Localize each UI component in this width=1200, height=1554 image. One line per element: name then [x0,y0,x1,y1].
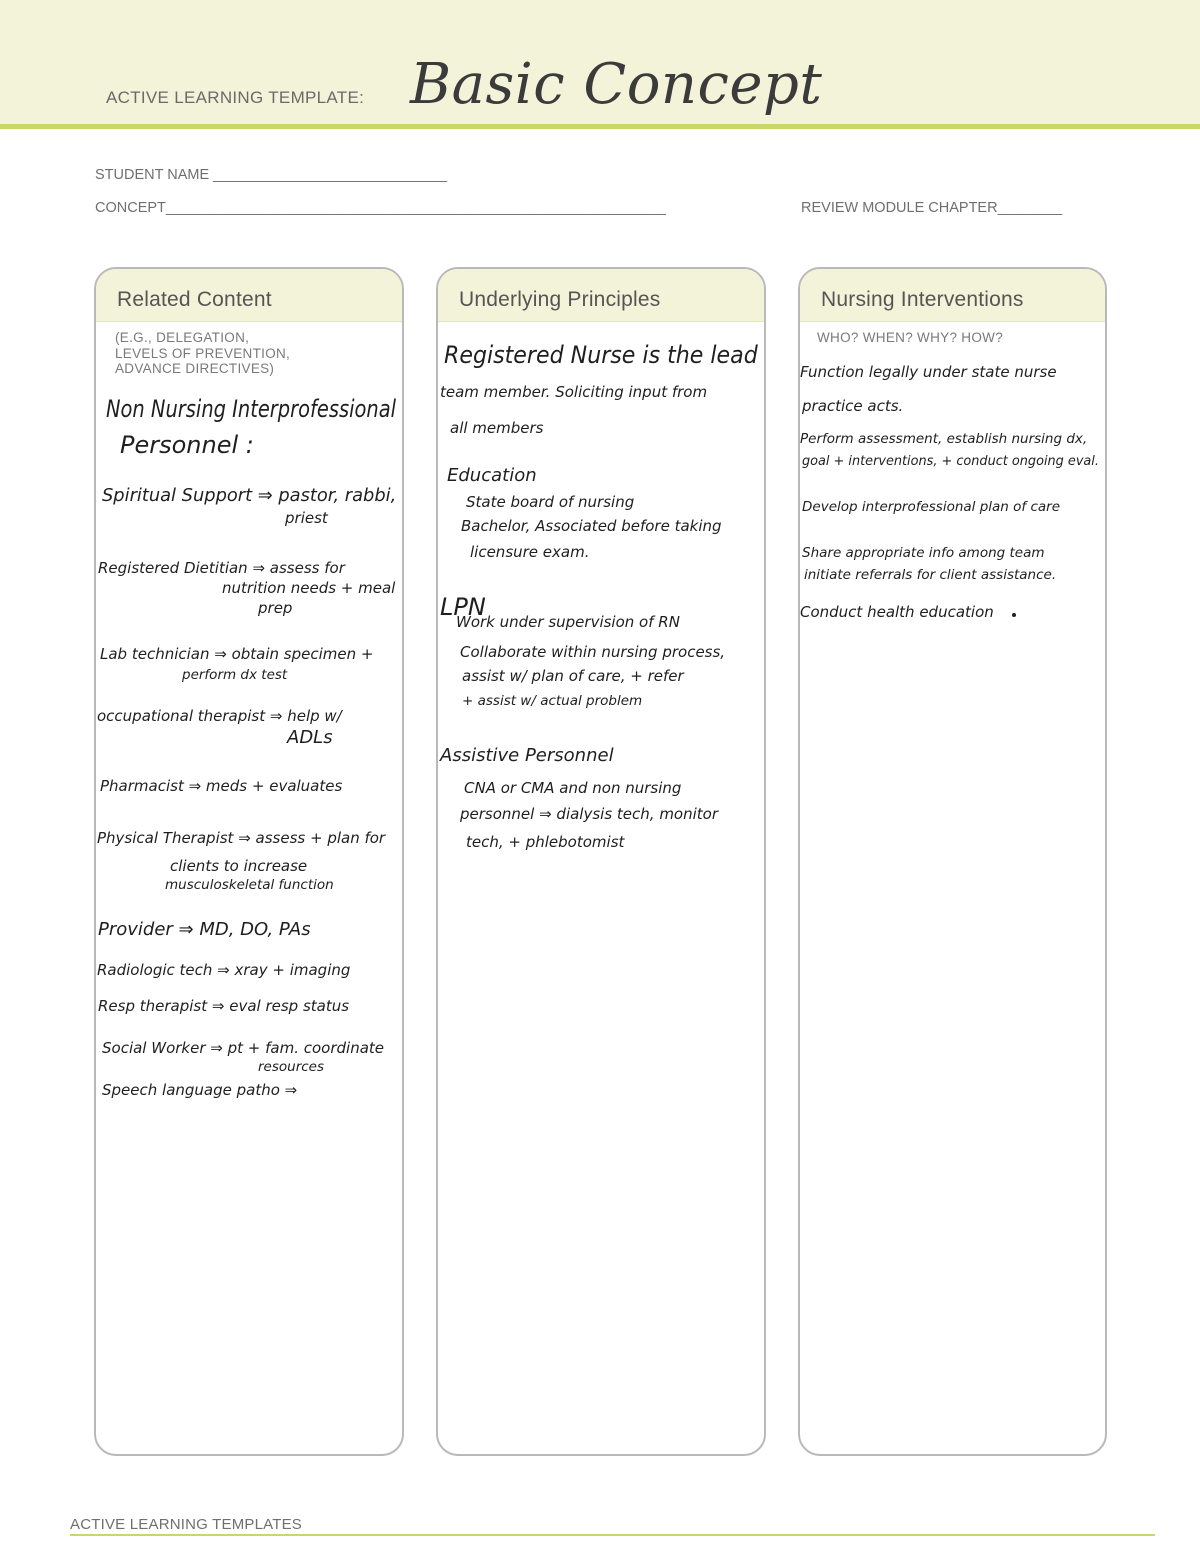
related-content-hint [115,330,290,377]
interventions-note: Conduct health education [800,603,994,621]
related-note: priest [285,509,328,527]
header-divider [0,124,1200,129]
underlying-principles-panel [436,267,766,1456]
related-note: Radiologic tech ⇒ xray + imaging [97,961,351,979]
related-note: Registered Dietitian ⇒ assess for [98,559,345,577]
student-name-field[interactable]: STUDENT NAME _____________________________ [95,167,448,183]
principles-note: Work under supervision of RN [456,613,680,631]
related-note: Speech language patho ⇒ [102,1081,298,1099]
interventions-note: initiate referrals for client assistance. [804,567,1057,583]
related-note: prep [258,599,293,617]
principles-note: Education [447,465,537,486]
nursing-interventions-hint [817,330,1003,346]
interventions-note: Perform assessment, establish nursing dx, [800,431,1088,447]
related-note: occupational therapist ⇒ help w/ [97,707,342,725]
template-title: Basic Concept [410,52,823,117]
principles-note: tech, + phlebotomist [466,833,625,851]
related-note: Resp therapist ⇒ eval resp status [98,997,350,1015]
principles-note: assist w/ plan of care, + refer [462,667,684,685]
interventions-note: Develop interprofessional plan of care [802,499,1061,515]
related-note: Spiritual Support ⇒ pastor, rabbi, [102,485,397,506]
related-note: resources [258,1059,325,1075]
hint-line: WHO? WHEN? WHY? HOW? [817,330,1004,345]
nursing-interventions-title: Nursing Interventions [821,288,1024,311]
related-note: Social Worker ⇒ pt + fam. coordinate [102,1039,384,1057]
review-module-chapter-field[interactable]: REVIEW MODULE CHAPTER________ [801,200,1063,216]
principles-note: State board of nursing [466,493,635,511]
principles-note: Registered Nurse is the lead [444,341,758,369]
principles-note: LPN [440,593,486,621]
related-note: Physical Therapist ⇒ assess + plan for [97,829,386,847]
interventions-note: practice acts. [802,397,904,415]
principles-note: Bachelor, Associated before taking [461,517,722,535]
related-note: ADLs [287,727,333,748]
interventions-note: goal + interventions, + conduct ongoing eval. [802,453,1099,469]
pen-mark [1012,613,1016,617]
related-note: Pharmacist ⇒ meds + evaluates [100,777,343,795]
related-note: Lab technician ⇒ obtain specimen + [100,645,374,663]
principles-note: Assistive Personnel [440,745,614,766]
footer-divider [70,1534,1155,1536]
interventions-note: Function legally under state nurse [800,363,1057,381]
hint-line: LEVELS OF PREVENTION, [115,345,291,361]
related-content-title: Related Content [117,288,272,311]
related-note: nutrition needs + meal [222,579,396,597]
principles-note: CNA or CMA and non nursing [464,779,682,797]
related-note: musculoskeletal function [165,877,334,893]
underlying-principles-title: Underlying Principles [459,288,661,311]
related-note: Provider ⇒ MD, DO, PAs [98,919,311,940]
principles-note: team member. Soliciting input from [440,383,708,401]
interventions-note: Share appropriate info among team [802,545,1045,561]
template-label: ACTIVE LEARNING TEMPLATE: [106,88,365,107]
related-note: Personnel : [120,431,254,459]
hint-line: (E.G., DELEGATION, [115,330,250,345]
principles-note: + assist w/ actual problem [462,693,643,709]
principles-note: personnel ⇒ dialysis tech, monitor [460,805,719,823]
hint-line: ADVANCE DIRECTIVES) [115,361,275,376]
related-note: perform dx test [182,667,288,683]
principles-note: Collaborate within nursing process, [460,643,726,661]
related-note: Non Nursing Interprofessional [106,395,397,423]
principles-note: licensure exam. [470,543,590,561]
concept-field[interactable]: CONCEPT______________________________________________________________ [95,200,666,216]
principles-note: all members [450,419,544,437]
footer-text: ACTIVE LEARNING TEMPLATES [70,1516,302,1533]
related-note: clients to increase [170,857,308,875]
